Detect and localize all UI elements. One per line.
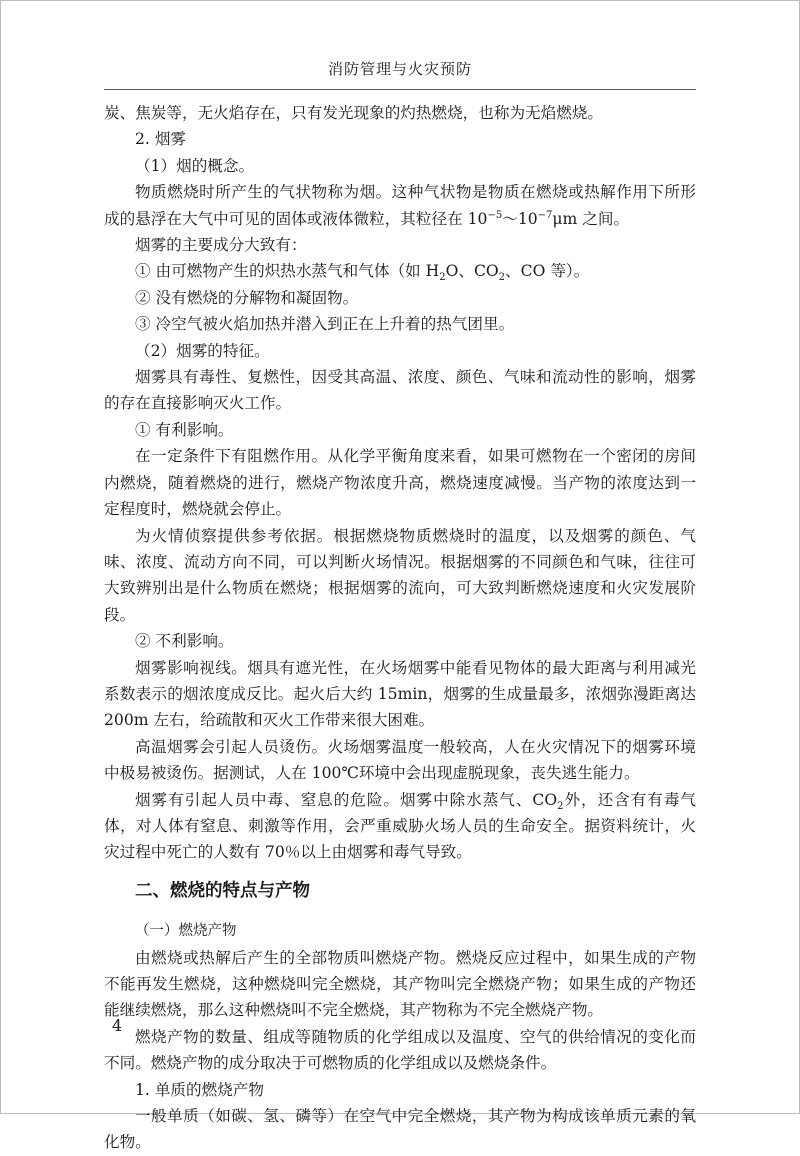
paragraph-toxicity: 烟雾有引起人员中毒、窒息的危险。烟雾中除水蒸气、$CO_2$外，还含有有毒气体，对人体有窒息、刺激等作用，会严重威胁火场人员的生命安全。据资料统计，火灾过程中死亡的人数有 70％以上由烟雾和毒气导致。 xyxy=(104,790,696,862)
paragraph: 炭、焦炭等，无火焰存在，只有发光现象的灼热燃烧，也称为无焰燃烧。 xyxy=(104,104,604,122)
running-header: 消防管理与火灾预防 xyxy=(327,60,472,78)
heading-smoke-features: （2）烟雾的特征。 xyxy=(135,341,270,360)
list-item: ① 由可燃物产生的炽热水蒸气和气体（如 $H_2O$、$CO_2$、CO 等）。 xyxy=(135,262,590,284)
heading-smoke-concept: （1）烟的概念。 xyxy=(135,156,255,175)
heading-element-products: 1. 单质的燃烧产物 xyxy=(135,1080,264,1099)
page-number: 4 xyxy=(112,1016,123,1035)
paragraph: 燃烧产物的数量、组成等随物质的化学组成以及温度、空气的供给情况的变化而不同。燃烧产物的成分取决于可燃物质的化学组成以及燃烧条件。 xyxy=(104,1027,696,1073)
list-item: ② 不利影响。 xyxy=(135,632,234,651)
paragraph: 烟雾影响视线。烟具有遮光性，在火场烟雾中能看见物体的最大距离与利用减光系数表示的烟浓度成反比。起火后大约 15min，烟雾的生成量最多，浓烟弥漫距离达 200m 左右，给疏散和灭火工作带来很大困难。 xyxy=(104,658,696,730)
paragraph: 烟雾具有毒性、复燃性，因受其高温、浓度、颜色、气味和流动性的影响，烟雾的存在直接影响灭火工作。 xyxy=(104,368,696,413)
paragraph: 一般单质（如碳、氢、磷等）在空气中完全燃烧，其产物为构成该单质元素的氧化物。 xyxy=(104,1107,696,1152)
list-item: ② 没有燃烧的分解物和凝固物。 xyxy=(135,288,359,307)
paragraph: 烟雾的主要成分大致有： xyxy=(135,236,307,255)
list-item: ① 有利影响。 xyxy=(135,420,234,439)
list-item: ③ 冷空气被火焰加热并潜入到正在上升着的热气团里。 xyxy=(135,315,515,334)
paragraph: 在一定条件下有阻燃作用。从化学平衡角度来看，如果可燃物在一个密闭的房间内燃烧，随着燃烧的进行，燃烧产物浓度升高，燃烧速度减慢。当产物的浓度达到一定程度时，燃烧就会停止。 xyxy=(104,447,696,519)
header-rule xyxy=(104,89,696,90)
paragraph-particle-size: 物质燃烧时所产生的气状物称为烟。这种气状物是物质在燃烧或热解作用下所形成的悬浮在大气中可见的固体或液体微粒，其粒径在 $10^{-5}\sim 10^{-7}\mu m$ 之间。 xyxy=(104,183,696,228)
paragraph: 为火情侦察提供参考依据。根据燃烧物质燃烧时的温度，以及烟雾的颜色、气味、浓度、流动方向不同，可以判断火场情况。根据烟雾的不同颜色和气味，往往可大致辨别出是什么物质在燃烧；根据烟雾的流向，可大致判断燃烧速度和火灾发展阶段。 xyxy=(104,526,696,624)
section-title: 二、燃烧的特点与产物 xyxy=(135,880,310,901)
paragraph: 由燃烧或热解后产生的全部物质叫燃烧产物。燃烧反应过程中，如果生成的产物不能再发生燃烧，这种燃烧叫完全燃烧，其产物叫完全燃烧产物；如果生成的产物还能继续燃烧，那么这种燃烧叫不完全燃烧，其产物称为不完全燃烧产物。 xyxy=(104,948,696,1020)
page-body xyxy=(104,100,696,1156)
subsection-title: （一）燃烧产物 xyxy=(135,923,237,940)
paragraph: 高温烟雾会引起人员烫伤。火场烟雾温度一般较高，人在火灾情况下的烟雾环境中极易被烫伤。据测试，人在 100℃环境中会出现虚脱现象，丧失逃生能力。 xyxy=(104,737,696,783)
heading-smoke: 2. 烟雾 xyxy=(135,130,187,149)
